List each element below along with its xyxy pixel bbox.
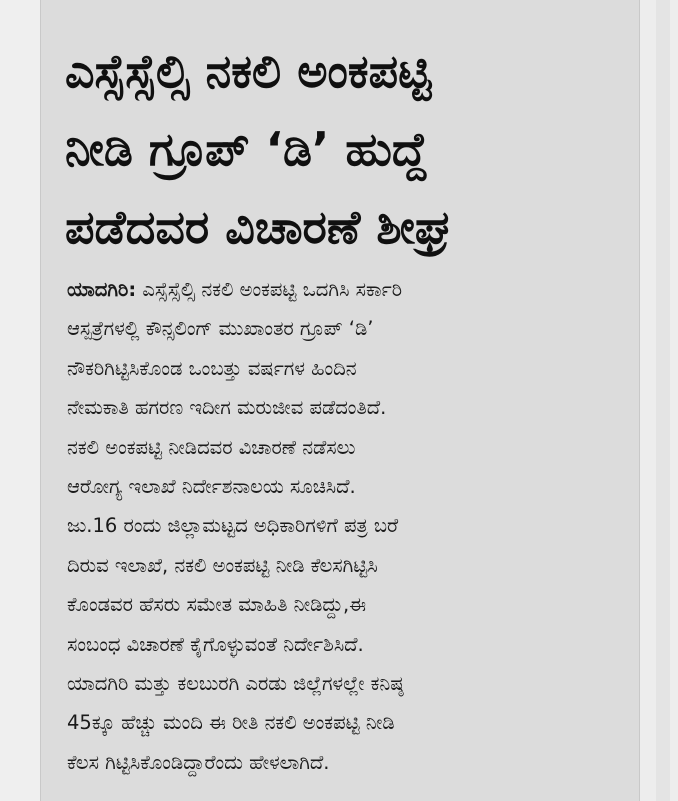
headline-line: ನೀಡಿ ಗ್ರೂಪ್ ‘ಡಿ’ ಹುದ್ದೆ bbox=[65, 122, 428, 176]
body-line: ಜು.16 ರಂದು ಜಿಲ್ಲಾಮಟ್ಟದ ಅಧಿಕಾರಿಗಳಿಗೆ ಪತ್ರ ಬರೆ bbox=[67, 514, 399, 538]
body-line: ನೇಮಕಾತಿ ಹಗರಣ ಇದೀಗ ಮರುಜೀವ ಪಡೆದಂತಿದೆ. bbox=[67, 396, 387, 420]
article-body bbox=[67, 270, 623, 782]
scrollbar-track[interactable] bbox=[656, 0, 670, 801]
body-line: ಕೊಂಡವರ ಹೆಸರು ಸಮೇತ ಮಾಹಿತಿ ನೀಡಿದ್ದು,ಈ bbox=[67, 593, 367, 617]
body-line bbox=[67, 270, 623, 309]
body-line: ಸಂಬಂಧ ವಿಚಾರಣೆ ಕೈಗೊಳ್ಳುವಂತೆ ನಿರ್ದೇಶಿಸಿದೆ. bbox=[67, 632, 364, 656]
article-dateline: ಯಾದಗಿರಿ: bbox=[67, 278, 137, 301]
viewer-left-margin bbox=[0, 0, 40, 801]
newspaper-clipping bbox=[40, 0, 640, 801]
body-line: ನಕಲಿ ಅಂಕಪಟ್ಟಿ ನೀಡಿದವರ ವಿಚಾರಣೆ ನಡೆಸಲು bbox=[67, 435, 356, 459]
body-line: ದಿರುವ ಇಲಾಖೆ, ನಕಲಿ ಅಂಕಪಟ್ಟಿ ನೀಡಿ ಕೆಲಸಗಿಟ್ಟಿಸಿ bbox=[67, 553, 378, 577]
body-line: ಆರೋಗ್ಯ ಇಲಾಖೆ ನಿರ್ದೇಶನಾಲಯ ಸೂಚಿಸಿದೆ. bbox=[67, 475, 356, 499]
body-line-text: ಎಸ್ಸೆಸ್ಸೆಲ್ಸಿ ನಕಲಿ ಅಂಕಪಟ್ಟಿ ಒದಗಿಸಿ ಸರ್ಕಾರಿ bbox=[136, 278, 403, 301]
body-line: ಯಾದಗಿರಿ ಮತ್ತು ಕಲಬುರಗಿ ಎರಡು ಜಿಲ್ಲೆಗಳಲ್ಲೇ ಕನಿಷ್ಠ bbox=[67, 672, 404, 696]
viewer-right-margin bbox=[640, 0, 678, 801]
headline-line: ಪಡೆದವರ ವಿಚಾರಣೆ ಶೀಘ್ರ bbox=[65, 200, 452, 254]
body-line: ಆಸ್ಪತ್ರೆಗಳಲ್ಲಿ ಕೌನ್ಸಲಿಂಗ್ ಮುಖಾಂತರ ಗ್ರೂಪ್ ‘ಡಿ’ bbox=[67, 317, 374, 341]
body-line: ನೌಕರಿಗಿಟ್ಟಿಸಿಕೊಂಡ ಒಂಬತ್ತು ವರ್ಷಗಳ ಹಿಂದಿನ bbox=[67, 356, 357, 380]
article-headline bbox=[65, 32, 625, 266]
body-line: ಕೆಲಸ ಗಿಟ್ಟಿಸಿಕೊಂಡಿದ್ದಾರೆಂದು ಹೇಳಲಾಗಿದೆ. bbox=[67, 750, 330, 774]
headline-line: ಎಸ್ಸೆಸ್ಸೆಲ್ಸಿ ನಕಲಿ ಅಂಕಪಟ್ಟಿ bbox=[65, 44, 432, 98]
body-line: 45ಕ್ಕೂ ಹೆಚ್ಚು ಮಂದಿ ಈ ರೀತಿ ನಕಲಿ ಅಂಕಪಟ್ಟಿ ನೀಡಿ bbox=[67, 711, 395, 735]
